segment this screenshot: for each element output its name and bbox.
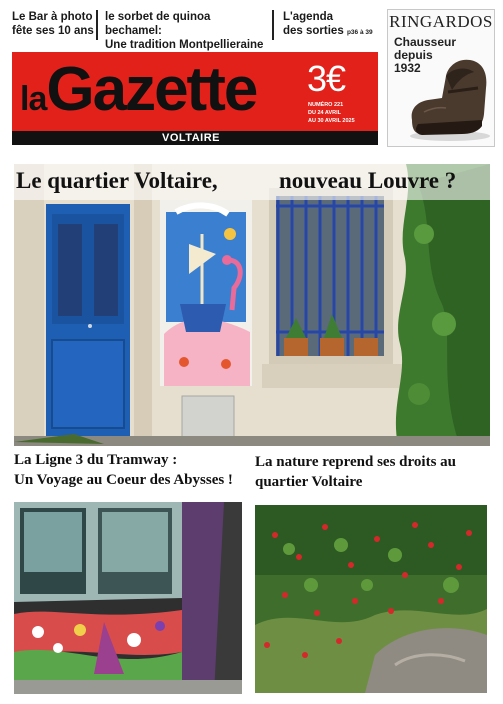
masthead-logo xyxy=(20,55,257,124)
article-title-line: Un Voyage au Coeur des Abysses ! xyxy=(14,472,233,488)
main-headline xyxy=(14,164,490,200)
page-reference: p36 à 39 xyxy=(346,29,373,36)
headline-part-1: Le quartier Voltaire, xyxy=(16,168,218,193)
flowers-image xyxy=(255,505,487,693)
tramway-photo[interactable] xyxy=(14,502,242,694)
issue-info xyxy=(308,101,355,125)
ad-line: Chausseur xyxy=(394,35,457,49)
street-scene-image xyxy=(14,164,490,446)
shoe-image xyxy=(402,50,492,145)
article-tramway-title[interactable] xyxy=(14,450,249,490)
tram-image xyxy=(14,502,242,694)
teaser-line: Le Bar à photo xyxy=(12,11,93,23)
edition-bar xyxy=(12,131,378,145)
teaser-divider xyxy=(272,10,274,40)
ad-brand: RINGARDOS xyxy=(389,12,493,31)
shoe-advertisement[interactable] xyxy=(387,9,495,147)
price: 3€ xyxy=(307,58,346,99)
hero-photo[interactable] xyxy=(14,164,490,446)
ad-line: 1932 xyxy=(394,61,421,75)
headline-part-2: nouveau Louvre ? xyxy=(279,168,457,193)
edition-label: VOLTAIRE xyxy=(162,132,220,144)
article-title-line: La nature reprend ses droits au xyxy=(255,454,456,470)
teaser-sorbet[interactable] xyxy=(105,10,270,52)
issue-date-start: DU 24 AVRIL xyxy=(308,110,342,116)
teaser-line: le sorbet de quinoa bechamel: xyxy=(105,11,211,37)
teaser-divider xyxy=(96,10,98,40)
logo-gazette: Gazette xyxy=(46,55,257,124)
teaser-agenda[interactable] xyxy=(283,10,383,40)
teaser-line: L'agenda xyxy=(283,11,334,23)
teaser-line: Une tradition Montpellieraine xyxy=(105,39,264,51)
teaser-bar-photo[interactable] xyxy=(12,10,94,38)
nature-photo[interactable] xyxy=(255,505,487,693)
ad-line: depuis xyxy=(394,48,433,62)
teaser-line: des sorties p36 à 39 xyxy=(283,25,373,37)
teaser-line: fête ses 10 ans xyxy=(12,25,94,37)
logo-la: la xyxy=(20,80,47,118)
article-nature-title[interactable] xyxy=(255,452,490,492)
issue-number: NUMÉRO 221 xyxy=(308,102,344,108)
masthead[interactable] xyxy=(12,52,378,145)
issue-date-end: AU 30 AVRIL 2025 xyxy=(308,118,355,124)
article-title-line: quartier Voltaire xyxy=(255,474,363,490)
article-title-line: La Ligne 3 du Tramway : xyxy=(14,452,178,468)
